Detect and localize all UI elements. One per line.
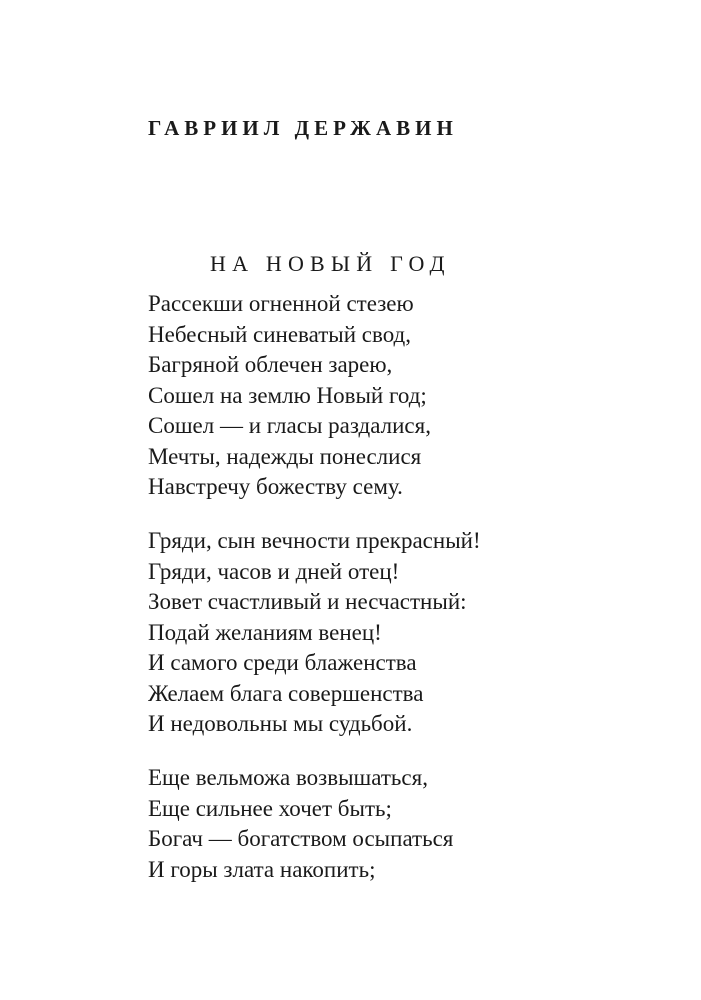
verse-line: Богач — богатством осыпаться bbox=[148, 826, 454, 851]
verse-line: Багряной облечен зарею, bbox=[148, 352, 393, 377]
verse-line: И самого среди блаженства bbox=[148, 650, 417, 675]
verse-line: Еще вельможа возвышаться, bbox=[148, 765, 428, 790]
verse-line: Сошел — и гласы раздалися, bbox=[148, 413, 431, 438]
stanza-2 bbox=[148, 526, 481, 740]
verse-line: Зовет счастливый и несчастный: bbox=[148, 589, 467, 614]
verse-line: Еще сильнее хочет быть; bbox=[148, 795, 392, 821]
verse-line: Гряди, часов и дней отец! bbox=[148, 558, 400, 584]
author-name: ГАВРИИЛ ДЕРЖАВИН bbox=[148, 116, 458, 140]
verse-line: И недовольны мы судьбой. bbox=[148, 711, 413, 736]
verse-line: Желаем блага совершенства bbox=[148, 680, 424, 706]
stanza-1 bbox=[148, 289, 431, 503]
verse-line: Подай желаниям венец! bbox=[148, 619, 382, 645]
verse-line: Навстречу божеству сему. bbox=[148, 474, 403, 499]
verse-line: Небесный синеватый свод, bbox=[148, 321, 411, 347]
stanza-3 bbox=[148, 763, 453, 885]
verse-line: Сошел на землю Новый год; bbox=[148, 382, 427, 408]
verse-line: Мечты, надежды понеслися bbox=[148, 443, 422, 469]
verse-line: Гряди, сын вечности прекрасный! bbox=[148, 528, 481, 553]
poem-title: НА НОВЫЙ ГОД bbox=[210, 251, 451, 276]
verse-line: Рассекши огненной стезею bbox=[148, 291, 414, 316]
verse-line: И горы злата накопить; bbox=[148, 856, 376, 882]
